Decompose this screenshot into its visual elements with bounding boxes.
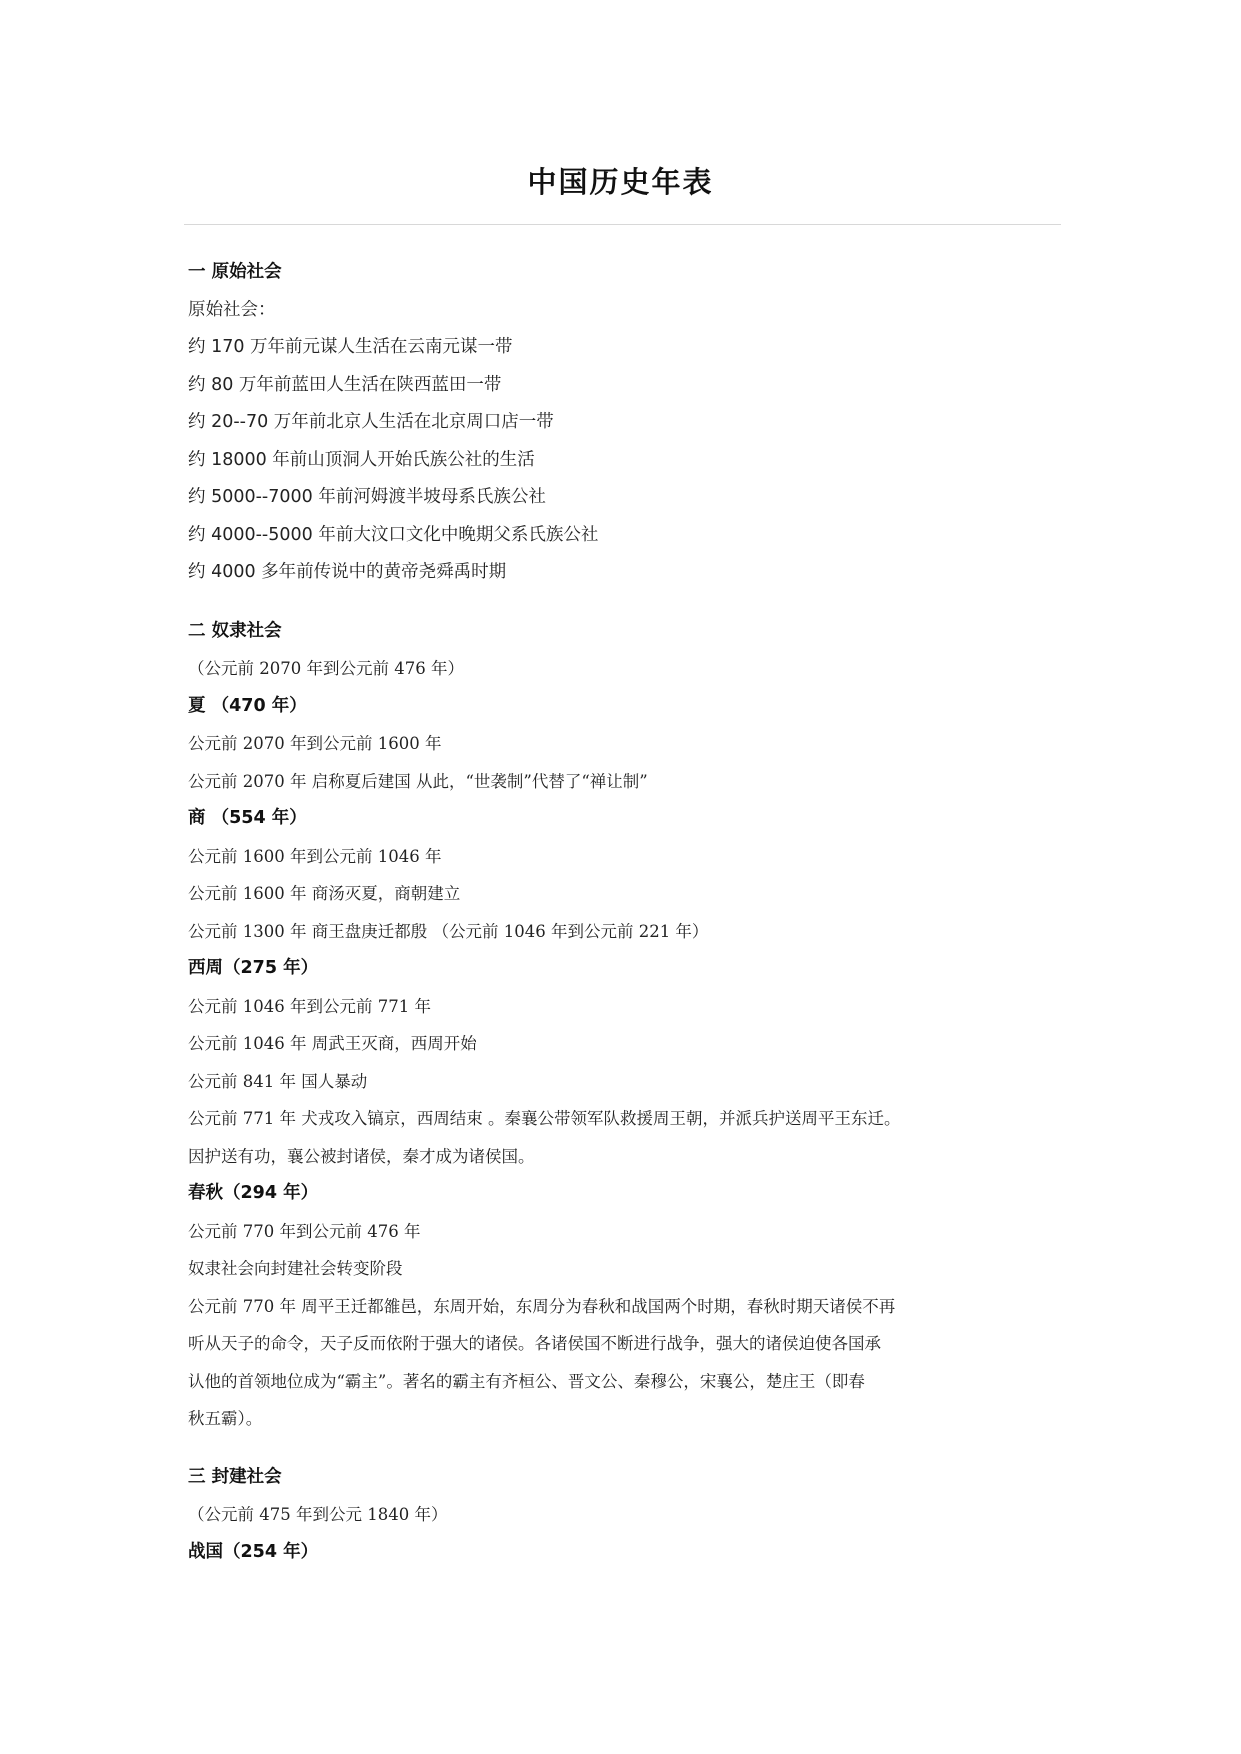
text-line: 约 4000--5000 年前大汶口文化中晚期父系氏族公社 xyxy=(188,524,599,545)
dynasty-title-western-zhou: 西周（275 年） xyxy=(188,958,319,978)
text-line: 公元前 1600 年 商汤灭夏，商朝建立 xyxy=(188,884,461,903)
text-line: 听从天子的命令，天子反而依附于强大的诸侯。各诸侯国不断进行战争，强大的诸侯迫使各国承 xyxy=(188,1334,881,1353)
dynasty-title-shang: 商 （554 年） xyxy=(188,808,307,828)
text-line: 原始社会： xyxy=(188,299,276,320)
text-line: 奴隶社会向封建社会转变阶段 xyxy=(188,1259,403,1278)
text-line: 公元前 2070 年 启称夏后建国 从此，“世袭制”代替了“禅让制” xyxy=(188,771,648,791)
text-line: 约 5000--7000 年前河姆渡半坡母系氏族公社 xyxy=(188,487,546,507)
text-line: 约 4000 多年前传说中的黄帝尧舜禹时期 xyxy=(188,562,507,582)
section-heading-primitive-society: 一 原始社会 xyxy=(188,262,282,282)
text-line: 公元前 1046 年到公元前 771 年 xyxy=(188,996,431,1016)
date-range: （公元前 2070 年到公元前 476 年） xyxy=(188,659,464,678)
text-line: 约 170 万年前元谋人生活在云南元谋一带 xyxy=(188,337,513,357)
text-line: 约 80 万年前蓝田人生活在陕西蓝田一带 xyxy=(188,374,502,395)
text-line: 公元前 771 年 犬戎攻入镐京，西周结束 。秦襄公带领军队救援周王朝，并派兵护送周平王东迁。 xyxy=(188,1109,901,1128)
dynasty-title-spring-autumn: 春秋（294 年） xyxy=(188,1183,319,1203)
section-gap xyxy=(188,592,1058,613)
dynasty-title-xia: 夏 （470 年） xyxy=(188,695,307,716)
section-gap xyxy=(188,1438,1058,1459)
page-title: 中国历史年表 xyxy=(527,165,714,199)
text-line: 公元前 1300 年 商王盘庚迁都殷 （公元前 1046 年到公元前 221 年） xyxy=(188,921,709,941)
text-line: 因护送有功，襄公被封诸侯，秦才成为诸侯国。 xyxy=(188,1146,535,1166)
text-line: 公元前 770 年 周平王迁都雒邑，东周开始，东周分为春秋和战国两个时期，春秋时期天诸侯不再 xyxy=(188,1296,896,1316)
dynasty-title-warring-states: 战国（254 年） xyxy=(188,1541,319,1562)
document-body xyxy=(188,254,1058,1571)
text-line: 公元前 1046 年 周武王灭商，西周开始 xyxy=(188,1034,477,1053)
section-heading-feudal-society: 三 封建社会 xyxy=(188,1466,282,1487)
date-range: （公元前 475 年到公元 1840 年） xyxy=(188,1505,448,1524)
text-line: 公元前 2070 年到公元前 1600 年 xyxy=(188,734,442,753)
text-line: 公元前 1600 年到公元前 1046 年 xyxy=(188,846,442,866)
text-line: 约 18000 年前山顶洞人开始氏族公社的生活 xyxy=(188,449,535,470)
text-line: 公元前 841 年 国人暴动 xyxy=(188,1071,368,1091)
section-heading-slave-society: 二 奴隶社会 xyxy=(188,620,282,641)
text-line: 公元前 770 年到公元前 476 年 xyxy=(188,1221,421,1241)
text-line: 认他的首领地位成为“霸主”。著名的霸主有齐桓公、晋文公、秦穆公，宋襄公，楚庄王（即春 xyxy=(188,1371,865,1391)
text-line: 约 20--70 万年前北京人生活在北京周口店一带 xyxy=(188,412,554,432)
text-line: 秋五霸）。 xyxy=(188,1409,263,1428)
title-divider xyxy=(184,224,1061,225)
